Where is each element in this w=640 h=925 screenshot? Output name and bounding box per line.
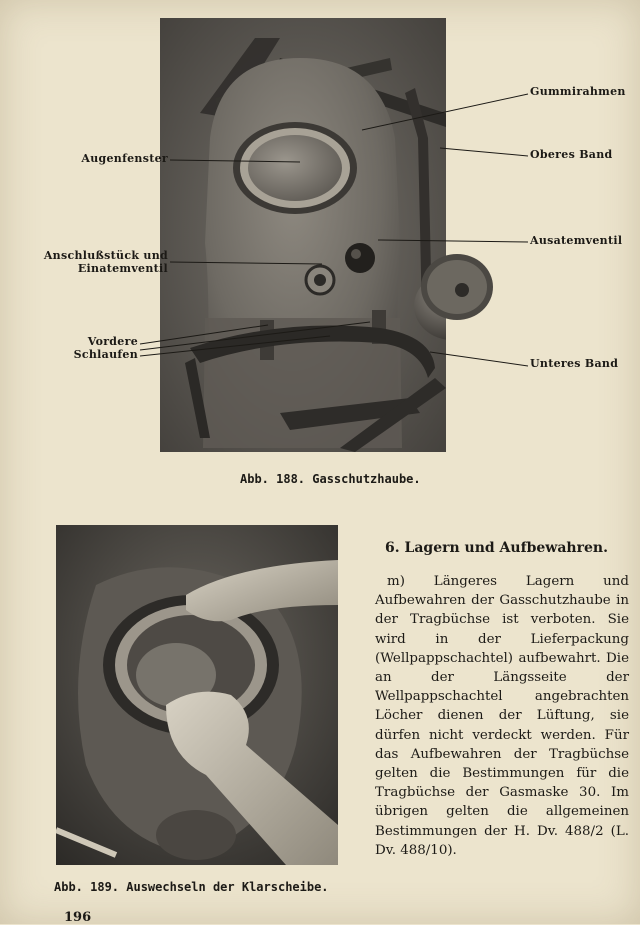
- label-oberes-band: Oberes Band: [530, 148, 613, 161]
- label-unteres-band: Unteres Band: [530, 357, 619, 370]
- section-heading: 6. Lagern und Aufbewahren.: [385, 540, 608, 556]
- label-augenfenster: Augenfenster: [81, 152, 168, 165]
- body-text: [375, 572, 629, 860]
- figure-189-caption: Abb. 189. Auswechseln der Klarscheibe.: [54, 880, 329, 894]
- figure-189-photo: [56, 525, 338, 865]
- figure-188-caption: Abb. 188. Gasschutzhaube.: [240, 472, 421, 486]
- label-ausatemventil: Ausatemventil: [530, 234, 623, 247]
- label-anschlussstueck-line1: Anschlußstück und: [43, 249, 168, 262]
- label-gummirahmen: Gummirahmen: [530, 85, 626, 98]
- paragraph-m: m) Längeres Lagern und Aufbewahren der Gasschutzhaube in der Tragbüchse ist verboten. Sie wird in der Lieferpackung (Wellpappschachtel) aufbewahrt. Die an der Längsseite der Wellpappschachtel angebrachten Löcher dienen der Lüftung, sie dürfen nicht verdeckt werden. Für das Aufbewahren der Tragbüchse gelten die Bestimmungen für die Tragbüchse der Gasmaske 30. Im übrigen gelten die allgemeinen Bestimmungen der H. Dv. 488/2 (L. Dv. 488/10).: [375, 574, 629, 858]
- visor-replacement-illustration: [56, 525, 338, 865]
- label-vordere-line2: Schlaufen: [73, 348, 138, 361]
- label-vordere-line1: Vordere: [87, 335, 138, 348]
- page-number: 196: [64, 910, 92, 925]
- label-anschlussstueck-line2: Einatemventil: [77, 262, 168, 275]
